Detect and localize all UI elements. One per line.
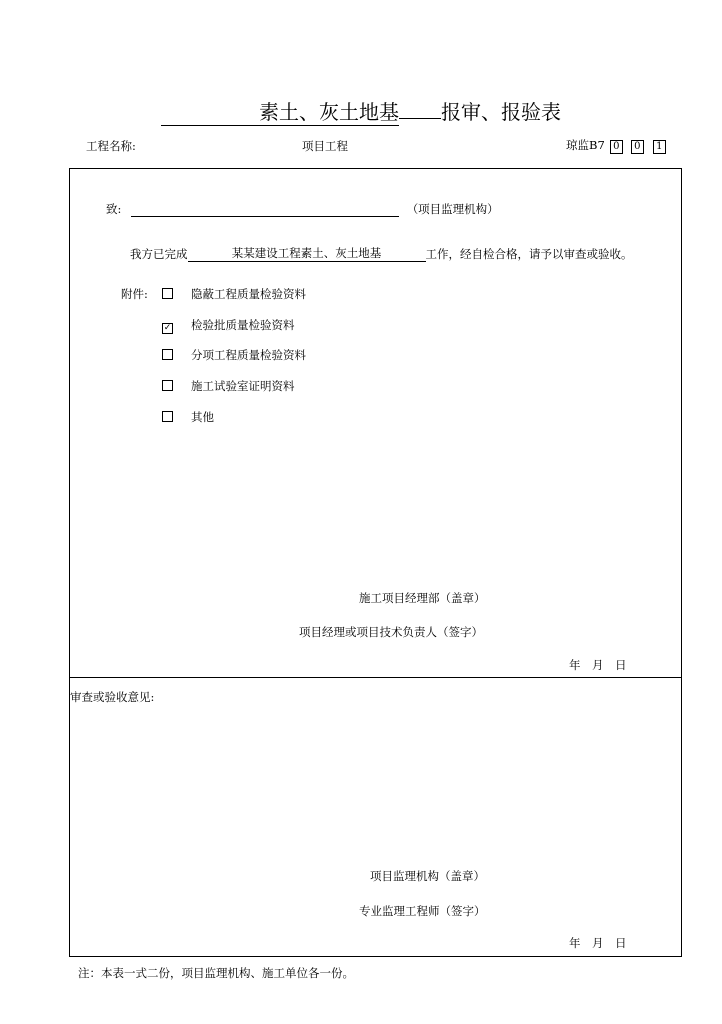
checkbox-checked[interactable]: ✓ [163, 323, 172, 333]
completion-statement [130, 245, 633, 262]
form-title [0, 96, 722, 126]
attachment-label: 分项工程质量检验资料 [191, 348, 306, 362]
to-recipient-blank[interactable] [131, 204, 399, 217]
completion-prefix: 我方已完成 [130, 247, 188, 261]
to-suffix: （项目监理机构） [406, 202, 499, 216]
title-underline-tail [399, 118, 441, 119]
supervisor-signer-label: 专业监理工程师（签字） [359, 904, 486, 918]
attachment-item[interactable] [162, 317, 295, 333]
attachment-label: 施工试验室证明资料 [191, 379, 295, 393]
attachment-item[interactable] [162, 378, 295, 394]
contractor-seal-label: 施工项目经理部（盖章） [359, 591, 486, 605]
project-name-label: 工程名称: [86, 139, 136, 153]
checkbox-unchecked[interactable] [162, 411, 173, 422]
footer-note: 注：本表一式二份，项目监理机构、施工单位各一份。 [78, 966, 354, 980]
checkbox-unchecked[interactable] [162, 380, 173, 391]
title-suffix: 报审、报验表 [441, 100, 561, 124]
title-subject: 素土、灰土地基 [161, 96, 399, 126]
attachments-label: 附件: [121, 287, 148, 301]
attachment-label: 其他 [191, 410, 214, 424]
checkbox-unchecked[interactable] [162, 349, 173, 360]
attachment-label: 隐蔽工程质量检验资料 [191, 287, 306, 301]
supervisor-date: 年 月 日 [569, 936, 627, 950]
code-digit: 0 [631, 140, 644, 154]
to-line [106, 201, 499, 217]
checkbox-unchecked[interactable] [162, 288, 173, 299]
supervisor-seal-label: 项目监理机构（盖章） [370, 869, 485, 883]
completed-work[interactable]: 某某建设工程素土、灰土地基 [188, 245, 426, 262]
project-name-value: 项目工程 [302, 139, 348, 153]
form-code-prefix: 琼监B7 [566, 138, 605, 152]
contractor-date: 年 月 日 [569, 658, 627, 672]
attachment-item[interactable] [162, 286, 306, 302]
form-code [566, 137, 666, 154]
review-opinion-label: 审查或验收意见: [70, 690, 155, 704]
code-digit: 0 [610, 140, 623, 154]
to-label: 致: [106, 202, 122, 216]
contractor-signer-label: 项目经理或项目技术负责人（签字） [299, 625, 483, 639]
code-digit: 1 [653, 140, 666, 154]
completion-suffix: 工作，经自检合格，请予以审查或验收。 [425, 247, 633, 261]
attachment-item[interactable] [162, 347, 306, 363]
attachment-item[interactable] [162, 409, 214, 425]
attachment-label: 检验批质量检验资料 [191, 318, 295, 332]
